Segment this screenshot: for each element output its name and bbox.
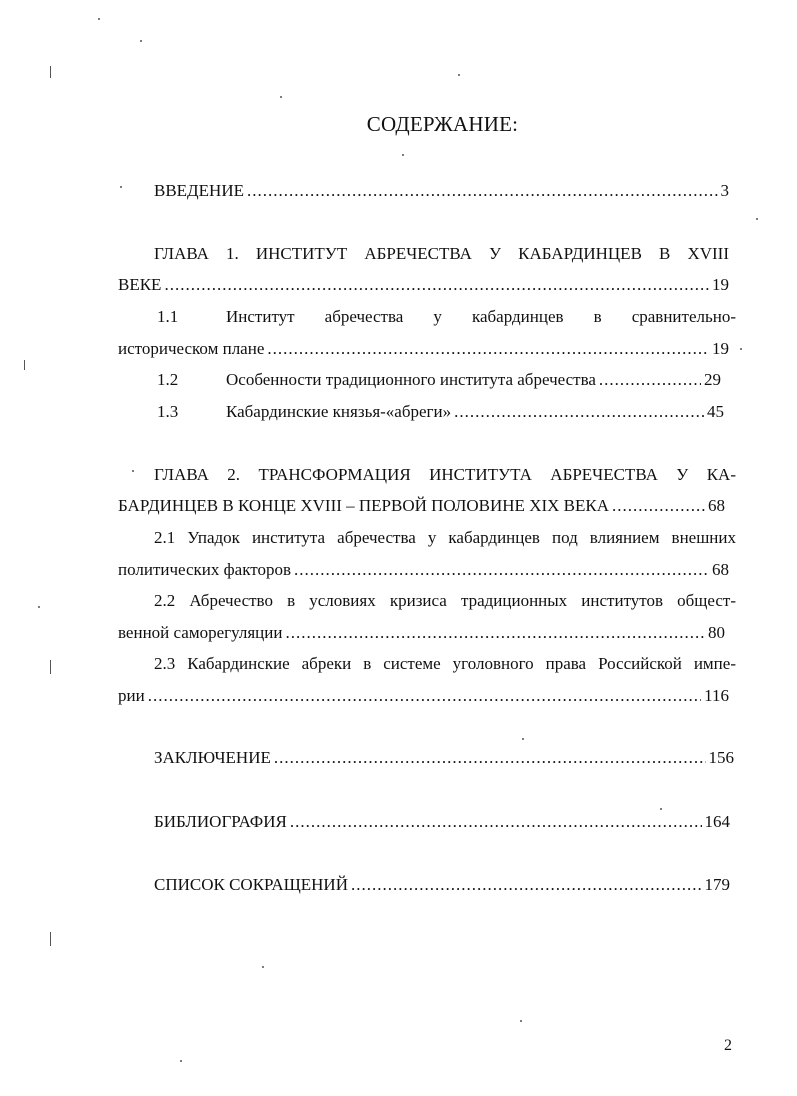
toc-section-2-2-line2[interactable] [118,623,725,643]
toc-entry-label: ВВЕДЕНИЕ [154,181,244,200]
speck [280,96,282,98]
toc-section-1-1-line2[interactable] [118,339,729,359]
toc-entry-label: политических факторов [118,560,291,579]
page-number: 2 [724,1037,732,1054]
toc-entry-label: Кабардинские князья-«абреги» [226,402,452,421]
toc-chapter2-title-line2[interactable] [118,496,725,516]
leader-dots [285,623,705,643]
toc-entry-page: 116 [704,686,729,705]
speck [660,808,662,810]
toc-entry-page: 80 [708,623,725,642]
toc-entry-page: 29 [704,370,721,389]
toc-section-number: 1.1 [157,307,179,326]
leader-dots [267,339,709,359]
speck [262,966,264,968]
toc-entry-label: ЗАКЛЮЧЕНИЕ [154,748,271,767]
toc-entry-label: СПИСОК СОКРАЩЕНИЙ [154,875,348,894]
toc-entry-page: 179 [704,875,730,894]
toc-entry-page: 19 [712,275,729,294]
speck [24,360,25,370]
leader-dots [274,748,706,768]
toc-entry-bibliography[interactable] [154,812,730,832]
speck [50,660,51,674]
toc-chapter1-title-line2[interactable] [118,275,729,295]
leader-dots [294,560,709,580]
toc-entry-page: 3 [720,181,729,200]
leader-dots [351,875,702,895]
toc-entry-label: историческом плане [118,339,265,358]
speck [50,66,51,78]
speck [98,18,100,20]
leader-dots [290,812,702,832]
page-title: СОДЕРЖАНИЕ: [366,112,519,136]
speck [120,186,122,188]
toc-section-2-1-line1[interactable]: 2.1 Упадок института абречества у кабардинцев под влиянием внешних [154,528,736,547]
leader-dots [612,496,705,516]
speck [38,606,40,608]
toc-entry-label: БИБЛИОГРАФИЯ [154,812,287,831]
speck [402,154,404,156]
leader-dots [164,275,709,295]
toc-section-2-3-line1[interactable]: 2.3 Кабардинские абреки в системе уголовного права Российской импе- [154,654,736,673]
speck [140,40,142,42]
toc-entry-label: БАРДИНЦЕВ В КОНЦЕ XVIII – ПЕРВОЙ ПОЛОВИНЕ XIX ВЕКА [118,496,609,515]
leader-dots [148,686,701,706]
toc-section-2-3-line2[interactable] [118,686,729,706]
toc-section-1-1-line1[interactable]: Институт абречества у кабардинцев в сравнительно- [226,307,736,326]
toc-entry-label: Особенности традиционного института абречества [226,370,596,389]
speck [50,932,51,946]
speck [520,1020,522,1022]
toc-section-2-1-line2[interactable] [118,560,729,580]
toc-entry-page: 68 [712,560,729,579]
toc-section-1-3[interactable] [226,402,724,422]
toc-chapter2-title-line1[interactable]: ГЛАВА 2. ТРАНСФОРМАЦИЯ ИНСТИТУТА АБРЕЧЕСТВА У КА- [154,465,736,484]
toc-section-1-2[interactable] [226,370,721,390]
toc-chapter1-title-line1[interactable]: ГЛАВА 1. ИНСТИТУТ АБРЕЧЕСТВА У КАБАРДИНЦЕВ В XVIII [154,244,729,263]
speck [740,348,742,350]
toc-section-2-2-line1[interactable]: 2.2 Абречество в условиях кризиса традиционных институтов общест- [154,591,736,610]
leader-dots [454,402,704,422]
toc-entry-abbreviations[interactable] [154,875,730,895]
toc-entry-introduction[interactable] [154,181,729,201]
toc-entry-label: рии [118,686,145,705]
toc-entry-label: венной саморегуляции [118,623,283,642]
speck [180,1060,182,1062]
toc-entry-page: 19 [712,339,729,358]
speck [458,74,460,76]
toc-entry-conclusion[interactable] [154,748,734,768]
toc-section-number: 1.2 [157,370,179,389]
leader-dots [247,181,718,201]
toc-entry-page: 68 [708,496,725,515]
speck [132,470,134,472]
toc-entry-page: 156 [708,748,734,767]
toc-entry-page: 164 [704,812,730,831]
speck [522,738,524,740]
leader-dots [599,370,701,390]
toc-entry-label: ВЕКЕ [118,275,162,294]
toc-entry-page: 45 [707,402,724,421]
speck [756,218,758,220]
toc-section-number: 1.3 [157,402,179,421]
